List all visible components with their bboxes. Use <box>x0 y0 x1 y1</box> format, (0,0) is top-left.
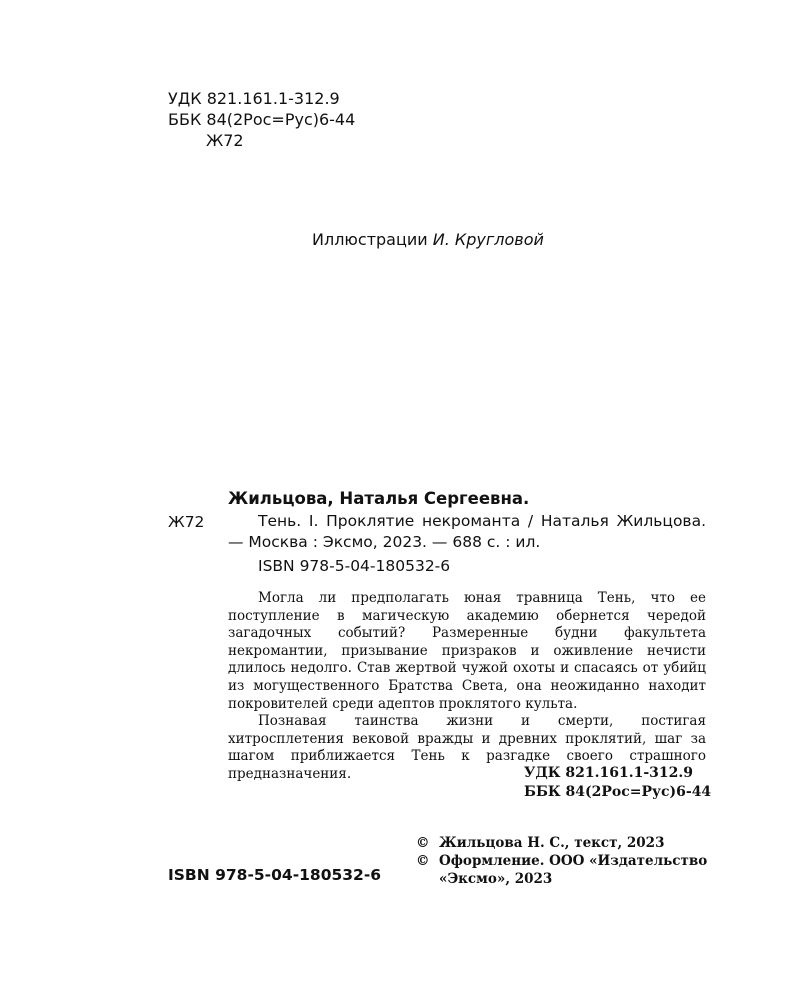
illustrator-name: И. Кругловой <box>432 230 544 249</box>
copyright-symbol-1: © <box>416 835 430 851</box>
isbn-bottom: ISBN 978-5-04-180532-6 <box>168 866 382 884</box>
annotation-paragraph-2: Познавая таинства жизни и смерти, постигая хитросплетения вековой вражды и древних проклятий, шаг за шагом приближается Тень к разгадке своего страшного предназначения. <box>228 713 706 782</box>
card-description: Тень. I. Проклятие некроманта / Наталья Жильцова. — Москва : Эксмо, 2023. — 688 с. : ил. <box>228 512 706 551</box>
copyright-line-2 <box>416 852 707 870</box>
card-author: Жильцова, Наталья Сергеевна. <box>228 489 530 508</box>
illustrations-prefix: Иллюстрации <box>312 230 433 249</box>
copyright-text-1: Жильцова Н. С., текст, 2023 <box>439 835 665 851</box>
copyright-line-3 <box>416 870 707 888</box>
copyright-symbol-2: © <box>416 853 430 869</box>
udk-code-footer: УДК 821.161.1-312.9 <box>524 765 694 781</box>
classification-block <box>168 88 355 151</box>
udk-code: УДК 821.161.1-312.9 <box>168 89 340 108</box>
card-isbn: ISBN 978-5-04-180532-6 <box>258 557 451 575</box>
annotation <box>228 590 706 784</box>
copyright-text-3: «Эксмо», 2023 <box>439 871 553 887</box>
card-author-sign: Ж72 <box>168 513 205 531</box>
copyright-text-2: Оформление. ООО «Издательство <box>439 853 708 869</box>
author-sign: Ж72 <box>206 131 244 150</box>
illustrations-credit <box>312 230 544 249</box>
copyright-block <box>416 834 707 888</box>
bbk-code: ББК 84(2Рос=Рус)6-44 <box>168 110 356 129</box>
copyright-line-1 <box>416 834 707 852</box>
annotation-paragraph-1: Могла ли предполагать юная травница Тень, что ее поступление в магическую академию обернется чередой загадочных событий? Размеренные будни факультета некромантии, призывание призраков и оживление нечисти длилось недолго. Став жертвой чужой охоты и спасаясь от убийц из могущественного Братства Света, она неожиданно находит покровителей среди адептов проклятого культа. <box>228 590 706 712</box>
classification-footer <box>524 764 711 802</box>
bbk-code-footer: ББК 84(2Рос=Рус)6-44 <box>524 784 712 800</box>
